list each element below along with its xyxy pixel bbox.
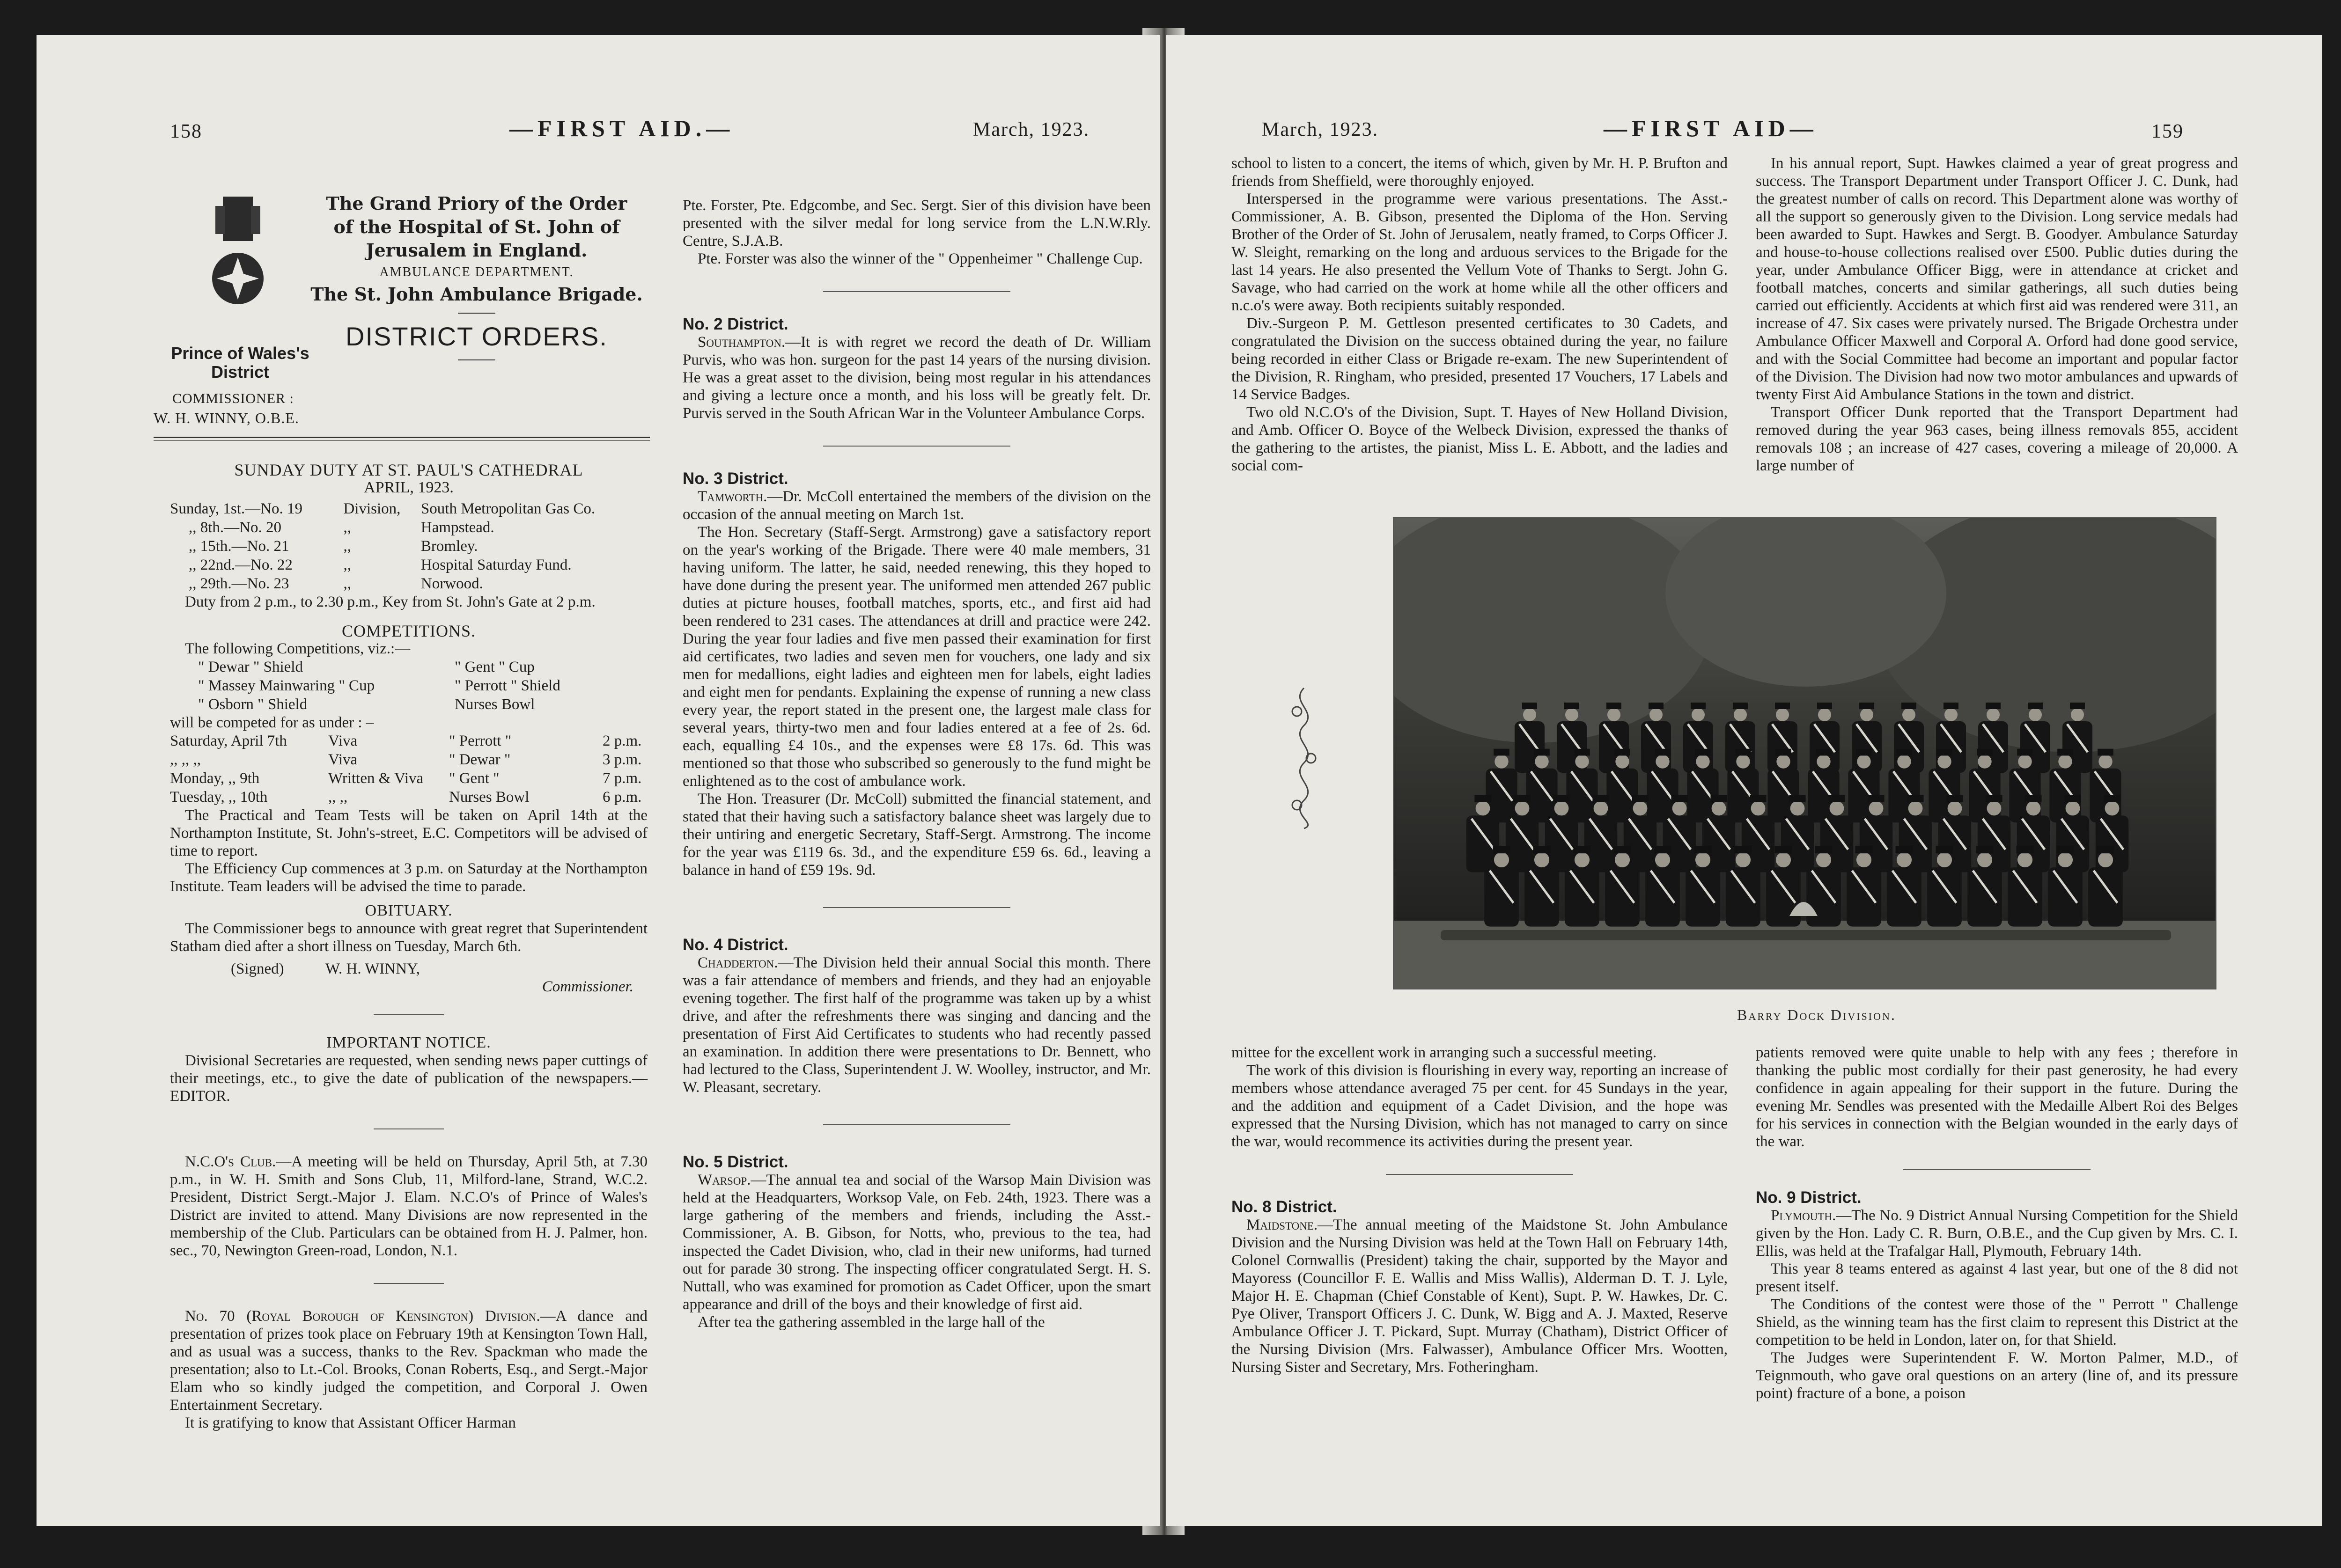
figure-head (1494, 852, 1509, 867)
figure-body (2088, 867, 2123, 927)
divider (1903, 1169, 2091, 1170)
obituary-signature (170, 960, 648, 978)
no70-p2: It is gratifying to know that Assistant Officer Harman (185, 1414, 516, 1431)
figure-body (1887, 867, 1921, 927)
table-row: " Massey Mainwaring " Cup " Perrott " Shield (198, 677, 560, 694)
figure-head (1987, 801, 2002, 816)
figure-head (1869, 801, 1884, 816)
figure-body (1565, 867, 1599, 927)
competitions-p1: The Practical and Team Tests will be taken on April 14th at the Northampton Institute, St. John's-street, E.C. Competitors will be advised of time to report. (170, 807, 648, 859)
figure-body (2048, 867, 2083, 927)
figure-head (1736, 852, 1751, 867)
table-row: Tuesday, ,, 10th ,, ,, Nurses Bowl 6 p.m. (170, 789, 642, 806)
right-header-title: —FIRST AID— (1604, 115, 1818, 141)
figure-head (1818, 708, 1831, 721)
figure-cap (1817, 703, 1832, 709)
figure-body (1526, 769, 1557, 823)
masthead-line4: AMBULANCE DEPARTMENT. (379, 265, 574, 279)
figure-cap (2064, 795, 2081, 802)
figure-cap (1986, 795, 2002, 802)
left-header (37, 115, 1160, 157)
figure-head (2018, 755, 2032, 768)
figure-body (2008, 867, 2042, 927)
district-2-title: No. 2 District. (683, 315, 788, 333)
figure-head (1607, 708, 1620, 721)
figure-cap (2098, 749, 2113, 756)
figure-cap (1789, 795, 1805, 802)
figure-cap (1671, 795, 1687, 802)
figure-head (1816, 852, 1831, 867)
masthead-rule-2 (154, 440, 650, 441)
left-header-date: March, 1923. (973, 119, 1090, 140)
figure-cap (2057, 846, 2074, 853)
figure-head (1515, 801, 1530, 816)
figure-head (1656, 755, 1669, 768)
figure-cap (1816, 749, 1832, 756)
figure-cap (2104, 795, 2120, 802)
divider (823, 446, 1010, 447)
figure-body (1806, 867, 1841, 927)
figure-head (1535, 755, 1548, 768)
figure-head (1830, 801, 1844, 816)
district-5-p2: After tea the gathering assembled in the large hall of the (698, 1314, 1045, 1331)
figure-head (1937, 755, 1951, 768)
figure-head (1776, 852, 1791, 867)
figure-head (1649, 708, 1663, 721)
competitions-intro: The following Competitions, viz.:— (185, 640, 411, 657)
figure-body (1484, 867, 1519, 927)
figure-head (1575, 755, 1589, 768)
figure-cap (2025, 795, 2041, 802)
divider (823, 291, 1010, 292)
figure-head (1695, 852, 1710, 867)
figure-body (1466, 815, 1499, 872)
figure-head (2071, 708, 2084, 721)
table-row: ,, ,, ,, Viva " Dewar " 3 p.m. (170, 751, 642, 768)
col2-p2: Pte. Forster was also the winner of the " Oppenheimer " Challenge Cup. (698, 250, 1143, 267)
r2-p1: In his annual report, Supt. Hawkes claimed a year of great progress and success. The Transport Department under Transport Officer J. C. Dunk, had the greatest number of calls on record. This Department alone was worthy of all the support so generously given to the Division. Long service medals had been awarded to Supt. Hawkes and Sergt. B. Goodyer. Ambulance Saturday and house-to-house collections realised over £500. Public duties during the year, under Ambulance Officer Bigg, were in attendance at cricket and football matches, concerts and similar gatherings, all such duties being carried out efficiently. Accidents at which first aid was rendered were 311, an increase of 47. Six cases were privately nursed. The Brigade Orchestra under Ambulance Officer Maxwell and Corporal A. Orford had done good service, and with the Social Committee had become an important and popular factor of the Division. The Division had now two motor ambulances and upwards of twenty First Aid Ambulance Stations in the town and district. (1756, 155, 2238, 403)
figure-cap (1735, 749, 1751, 756)
table-row: " Osborn " Shield Nurses Bowl (198, 696, 535, 713)
figure-cap (1775, 749, 1791, 756)
obituary-text: The Commissioner begs to announce with great regret that Superintendent Statham died after a short illness on Tuesday, March 6th. (170, 920, 648, 955)
scroll-ornament-left-icon (1285, 683, 1323, 833)
competition-cups-table (198, 658, 564, 714)
figure-cap (1493, 846, 1510, 853)
figure-body (1927, 867, 1962, 927)
figure-cap (1533, 846, 1551, 853)
figure-head (1790, 801, 1805, 816)
figure-head (1655, 852, 1670, 867)
figure-cap (2028, 703, 2043, 709)
figure-cap (1694, 846, 1712, 853)
table-row: ,, 15th.—No. 21 ,, Bromley. (189, 538, 478, 555)
figure-cap (1815, 846, 1833, 853)
figure-head (2058, 755, 2072, 768)
figure-cap (1986, 703, 2001, 709)
obituary-name: W. H. WINNY, (325, 960, 420, 977)
figure-head (2105, 801, 2120, 816)
masthead-line1: The Grand Priory of the Order (326, 193, 627, 214)
r1-p4: Two old N.C.O's of the Division, Supt. T. Hayes of New Holland Division, and Amb. Officer O. Boyce of the Welbeck Division, expressed the thanks of the gathering to the artistes, the pianist, Miss L. E. Abbott, and the ladies and social com- (1231, 404, 1728, 474)
figure-cap (1735, 846, 1752, 853)
figure-body (1584, 815, 1617, 872)
figure-head (1672, 801, 1687, 816)
figure-cap (1943, 703, 1958, 709)
left-column-1 (170, 461, 648, 1432)
figure-head (2058, 852, 2073, 867)
divider (1386, 1174, 1573, 1175)
table-row: Saturday, April 7th Viva " Perrott " 2 p.m. (170, 733, 642, 749)
figure-head (1856, 852, 1871, 867)
figure-head (1987, 708, 2000, 721)
obituary-signed: (Signed) (231, 960, 284, 977)
sunday-duty-table (170, 499, 648, 593)
figure-cap (1936, 846, 1953, 853)
figure-head (1734, 708, 1747, 721)
figure-head (1523, 708, 1536, 721)
figure-head (1776, 708, 1789, 721)
figure-cap (1522, 703, 1537, 709)
figure-head (1977, 852, 1992, 867)
figure-body (1524, 867, 1559, 927)
district-8-title: No. 8 District. (1231, 1198, 1337, 1216)
figure-cap (1775, 846, 1792, 853)
figure-cap (1828, 795, 1845, 802)
table-row: Sunday, 1st.—No. 19 Division, South Metropolitan Gas Co. (170, 500, 596, 517)
district-9-p2: This year 8 teams entered as against 4 last year, but one of the 8 did not present itself. (1756, 1260, 2238, 1295)
figure-head (1944, 708, 1958, 721)
group-photo-image (1394, 518, 2216, 989)
table-row: " Dewar " Shield " Gent " Cup (198, 659, 535, 675)
commissioner-label: COMMISSIONER : (172, 391, 294, 406)
district-8-text: Maidstone.—The annual meeting of the Maidstone St. John Ambulance Division and the Nursing Division was held at the Town Hall on February 14th, Colonel Cornwallis (President) taking the chair, supported by the Mayor and Mayoress (Councillor F. E. Wallis and Miss Wallis), Alderman D. T. J. Lyle, Major H. E. Chapman (Chief Constable of Kent), Supt. P. W. Hawkes, Dr. C. Pye Oliver, Transport Officers J. C. Dunk, W. Bigg and A. J. Maxted, Reserve Ambulance Officer J. T. Pickard, Supt. Murray (Chatham), District Officer of the Nursing Division (Mrs. Falwasser), Ambulance Officer Mrs. Wootten, Nursing Sister and Secretary, Mrs. Fotheringham. (1231, 1216, 1728, 1376)
barry-dock-division-photo (1393, 517, 2216, 989)
figure-head (1565, 708, 1578, 721)
left-page-number: 158 (170, 121, 202, 142)
figure-head (1594, 801, 1608, 816)
masthead-line5: The St. John Ambulance Brigade. (310, 284, 643, 305)
figure-cap (1695, 749, 1711, 756)
figure-head (2026, 801, 2041, 816)
masthead-line2: of the Hospital of St. John of (333, 216, 620, 237)
figure-cap (1977, 749, 1993, 756)
district-orders-title: DISTRICT ORDERS. (346, 322, 608, 351)
figure-head (1615, 755, 1629, 768)
figure-cap (1474, 795, 1491, 802)
r1-p3: Div.-Surgeon P. M. Gettleson presented certificates to 30 Cadets, and congratulated the Division on the success obtained during the year, no failure being recorded in either Class or Brigade re-exam. The new Superintendent of the Division, R. Ringham, who presided, presented 17 Vouchers, 17 Labels and 14 Service Badges. (1231, 315, 1728, 403)
figure-cap (1691, 703, 1706, 709)
figure-head (2098, 755, 2112, 768)
right-column-1-top (1231, 154, 1728, 475)
figure-cap (2057, 749, 2073, 756)
district-2-text: Southampton.—It is with regret we record the death of Dr. William Purvis, who was hon. surgeon for the past 14 years of the nursing division. He was a great asset to the division, being most regular in his attendances and giving a lecture once a month, and his loss will be greatly felt. Dr. Purvis served in the South African War in the Volunteer Ambulance Corps. (683, 334, 1151, 422)
figure-head (1860, 708, 1873, 721)
divider (374, 1128, 444, 1129)
district-4-title: No. 4 District. (683, 936, 788, 954)
figure-head (1534, 852, 1549, 867)
figure-head (1897, 755, 1911, 768)
figure-cap (1946, 795, 1963, 802)
figure-cap (1896, 749, 1912, 756)
rb1-p2: The work of this division is flourishing in every way, reporting an increase of members whose attendance averaged 75 per cent. for 45 Sundays in the year, and the addition and equipment of a Cadet Division, and the hope was expressed that the Nursing Division, which has not managed to carry on since the war, would recommence its activities during the present year. (1231, 1062, 1728, 1150)
table-row: ,, 8th.—No. 20 ,, Hampstead. (189, 519, 494, 536)
figure-cap (2070, 703, 2085, 709)
district-4-text: Chadderton.—The Division held their annual Social this month. There was a fair attendance of members and friends, and they had an enjoyable evening together. The first half of the programme was taken up by a whist drive, and after the refreshments there was singing and dancing and the presentation of First Aid Certificates to students who had recently passed an examination. In addition there were presentations to Dr. Bennett, who had lectured to the Class, Superintendent J. W. Woolley, instructor, and Mr. W. Pleasant, secretary. (683, 954, 1151, 1096)
col2-p1: Pte. Forster, Pte. Edgcombe, and Sec. Sergt. Sier of this division have been presented with the silver medal for long service from the L.N.W.Rly. Centre, S.J.A.B. (683, 197, 1151, 249)
figure-cap (1592, 795, 1609, 802)
figure-head (1948, 801, 1962, 816)
left-header-title: —FIRST AID.— (509, 115, 735, 141)
figure-cap (1901, 703, 1916, 709)
right-column-2-top (1756, 154, 2238, 475)
figure-cap (1733, 703, 1748, 709)
sunday-duty-month: APRIL, 1923. (364, 479, 454, 496)
figure-cap (1907, 795, 1923, 802)
figure-head (2098, 852, 2113, 867)
figure-body (1726, 867, 1760, 927)
figure-body (1847, 867, 1881, 927)
sunday-duty-title: SUNDAY DUTY AT ST. PAUL'S CATHEDRAL (234, 461, 583, 479)
r1-p1: school to listen to a concert, the items of which, given by Mr. H. P. Brufton and friends from Sheffield, were thoroughly enjoyed. (1231, 155, 1728, 190)
figure-cap (1750, 795, 1766, 802)
figure-cap (1632, 795, 1648, 802)
figure-head (1937, 852, 1952, 867)
district-9-text: Plymouth.—The No. 9 District Annual Nursing Competition for the Shield given by the Hon. Lady C. R. Burn, O.B.E., and the Cup given by Mrs. C. I. Ellis, was held at the Trafalgar Hall, Plymouth, February 14th. (1756, 1207, 2238, 1260)
district-9-p4: The Judges were Superintendent F. W. Morton Palmer, M.D., of Teignmouth, who gave oral questions on an artery (line of, and its pressure point) fracture of a bone, a poison (1756, 1349, 2238, 1402)
figure-head (1575, 852, 1590, 867)
figure-cap (1614, 749, 1630, 756)
figure-cap (1649, 703, 1664, 709)
right-column-1-bottom (1231, 1044, 1728, 1376)
masthead-line3: Jerusalem in England. (366, 240, 588, 261)
figure-cap (1564, 703, 1579, 709)
figure-cap (2097, 846, 2114, 853)
competitions-title: COMPETITIONS. (341, 622, 476, 640)
figure-cap (1655, 749, 1671, 756)
right-header (1166, 115, 2322, 157)
left-page (37, 35, 1160, 1526)
figure-cap (1553, 795, 1569, 802)
figure-cap (2017, 846, 2034, 853)
figure-head (1476, 801, 1490, 816)
figure-head (1978, 755, 1991, 768)
figure-cap (1896, 846, 1913, 853)
figure-head (1857, 755, 1870, 768)
district-5-text: Warsop.—The annual tea and social of the Warsop Main Division was held at the Headquarters, Worksop Vale, on Feb. 24th, 1923. There was a large gathering of the members and friends, including the Asst.-Commissioner, A. B. Gibson, for Notts, who, previous to the tea, had inspected the Cadet Division, who, clad in their new uniforms, had turned out for parade 30 strong. The inspecting officer congratulated Sergt. H. S. Nuttall, who was examined for promotion as Cadet Officer, upon the smart appearance and drill of the boys and their knowledge of first aid. (683, 1172, 1151, 1313)
masthead (299, 192, 655, 367)
left-column-2 (683, 197, 1151, 1331)
figure-head (1817, 755, 1830, 768)
figure-cap (1775, 703, 1790, 709)
table-row: ,, 29th.—No. 23 ,, Norwood. (189, 575, 483, 592)
obituary-title: OBITUARY. (365, 902, 453, 919)
figure-head (2029, 708, 2042, 721)
figure-cap (1514, 795, 1530, 802)
photo-caption: Barry Dock Division. (1737, 1006, 1896, 1023)
figure-head (1494, 755, 1508, 768)
figure-head (1692, 708, 1705, 721)
figure-body (1766, 867, 1801, 927)
r1-p2: Interspersed in the programme were various presentations. The Asst.-Commissioner, A. B. Gibson, presented the Diploma of the Hon. Serving Brother of the Order of St. John of Jerusalem, neatly framed, to Corps Officer J. W. Sleight, remarking on the long and arduous services to the Brigade for the last 14 years. He also presented the Vellum Vote of Thanks to Sergt. John G. Savage, who had carried on the work at home while all the other officers and n.c.o's were away. Both recipients suitably responded. (1231, 191, 1728, 314)
figure-head (1776, 755, 1790, 768)
divider (823, 1124, 1010, 1125)
figure-cap (1859, 703, 1874, 709)
notice-text: Divisional Secretaries are requested, when sending news paper cuttings of their meetings, etc., to give the date of publication of the newspapers.—EDITOR. (170, 1052, 648, 1105)
figure-head (1902, 708, 1915, 721)
figure-body (1506, 815, 1539, 872)
figure-head (1554, 801, 1569, 816)
district-3-p2: The Hon. Secretary (Staff-Sergt. Armstrong) gave a satisfactory report on the year's working of the Brigade. There were 40 male members, 31 having uniform. The latter, he said, needed renewing, this they hoped to have done during the present year. The uniformed men attended 267 public duties at picture houses, football matches, sports, etc., and first aid had been rendered to 231 cases. The attendances at drill and practice were 242. During the year four ladies and five men passed their examination for first aid certificates, two ladies and seven men for vouchers, one lady and six men for medallions, eight ladies and eighteen men for labels, eight ladies and eight men for pendants. Explaining the expense of running a new class every year, the report stated in the present one, the largest male class for several years, thirty-two men and four ladies entered at a fee of 2s. 6d. each, equalling £4 10s., and the expenses were £8 17s. 6d. This was mentioned so that those who subscribed so generously to the fund might be enlightened as to the cost of ambulance work. (683, 524, 1151, 790)
figure-cap (1710, 795, 1727, 802)
figure-head (1696, 755, 1709, 768)
schedule-intro: will be competed for as under : – (170, 714, 374, 731)
figure-cap (1574, 846, 1591, 853)
masthead-rule (154, 437, 650, 438)
divider (374, 1283, 444, 1284)
right-header-date: March, 1923. (1262, 119, 1379, 140)
district-9-p3: The Conditions of the contest were those of the " Perrott " Challenge Shield, as the winning team has the first claim to represent this District at the competition to be held in London, later on, for that Shield. (1756, 1296, 2238, 1348)
figure-head (1908, 801, 1923, 816)
figure-body (1545, 815, 1578, 872)
figure-cap (1868, 795, 1884, 802)
figure-head (1712, 801, 1726, 816)
st-john-crest-icon (205, 192, 271, 318)
divider (823, 907, 1010, 908)
figure-body (1605, 867, 1640, 927)
figure-cap (1855, 846, 1873, 853)
district-3-text: Tamworth.—Dr. McColl entertained the members of the division on the occasion of the annual meeting on March 1st. (683, 488, 1151, 523)
district-5-title: No. 5 District. (683, 1153, 788, 1171)
r2-p2: Transport Officer Dunk reported that the Transport Department had removed during the year 963 cases, being illness removals 855, accident removals 108 ; an increase of 427 cases, covering a mileage of 20,000. A large number of (1756, 404, 2238, 474)
figure-body (1967, 867, 2002, 927)
figure-head (1751, 801, 1766, 816)
district-3-p3: The Hon. Treasurer (Dr. McColl) submitted the financial statement, and stated that their having such a satisfactory balance sheet was largely due to their untiring and energetic Secretary, Staff-Sergt. Armstrong. The income for the year was £119 6s. 3d., and the expenditure £59 6s. 6d., leaving a balance in hand of £59 19s. 9d. (683, 791, 1151, 879)
figure-body (1645, 867, 1680, 927)
figure-head (1633, 801, 1648, 816)
figure-cap (1936, 749, 1952, 756)
notice-title: IMPORTANT NOTICE. (326, 1034, 491, 1051)
figure-body (1686, 867, 1720, 927)
figure-head (2017, 852, 2032, 867)
figure-head (1736, 755, 1750, 768)
rb2-p1: patients removed were quite unable to help with any fees ; therefore in thanking the public most cordially for their past generosity, he had every confidence in again appealing for their support in the future. During the evening Mr. Sendles was presented with the Medaille Albert Roi des Belges for his services in connection with the Belgian wounded in the early days of the war. (1756, 1044, 2238, 1150)
right-page-number: 159 (2151, 121, 2184, 142)
figure-cap (1856, 749, 1872, 756)
figure-cap (1606, 703, 1621, 709)
figure-cap (1654, 846, 1671, 853)
figure-cap (1614, 846, 1631, 853)
right-column-2-bottom (1756, 1044, 2238, 1402)
figure-cap (1494, 749, 1509, 756)
commissioner-name: W. H. WINNY, O.B.E. (154, 410, 299, 426)
divider (374, 1014, 444, 1015)
figure-head (1897, 852, 1912, 867)
figure-head (1615, 852, 1630, 867)
figure-cap (2017, 749, 2033, 756)
figure-cap (1976, 846, 1994, 853)
district-3-title: No. 3 District. (683, 469, 788, 488)
sunday-duty-note: Duty from 2 p.m., to 2.30 p.m., Key from St. John's Gate at 2 p.m. (185, 593, 596, 610)
figure-cap (1574, 749, 1590, 756)
table-row: Monday, ,, 9th Written & Viva " Gent " 7 p.m. (170, 770, 642, 787)
district-9-title: No. 9 District. (1756, 1188, 1862, 1207)
no70-division: No. 70 (Royal Borough of Kensington) Division.—A dance and presentation of prizes took place on February 19th at Kensington Town Hall, and as usual was a success, thanks to the Rev. Spackman who made the presentation; also to Lt.-Col. Brooks, Conan Roberts, Esq., and Sergt.-Major Elam who so kindly judged the competition, and Corporal J. Owen Entertainment Secretary. (170, 1308, 648, 1414)
rb1-p1: mittee for the excellent work in arranging such a successful meeting. (1231, 1044, 1657, 1061)
competition-schedule-table (170, 732, 648, 806)
figure-cap (1534, 749, 1550, 756)
figure-head (2066, 801, 2080, 816)
competitions-p2: The Efficiency Cup commences at 3 p.m. on Saturday at the Northampton Institute. Team leaders will be advised the time to parade. (170, 860, 648, 895)
table-row: ,, 22nd.—No. 22 ,, Hospital Saturday Fund. (189, 557, 572, 573)
obituary-role: Commissioner. (542, 978, 633, 995)
district-name: Prince of Wales's District (171, 344, 309, 381)
nco-club: N.C.O's Club.—A meeting will be held on Thursday, April 5th, at 7.30 p.m., in W. H. Smith and Sons Club, 11, Milford-lane, Strand, W.C.2. President, District Sergt.-Major J. Elam. N.C.O's of Prince of Wales's District are invited to attend. Many Divisions are now represented in the membership of the Club. Particulars can be obtained from H. J. Palmer, hon. sec., 70, Newington Green-road, London, N.1. (170, 1153, 648, 1259)
